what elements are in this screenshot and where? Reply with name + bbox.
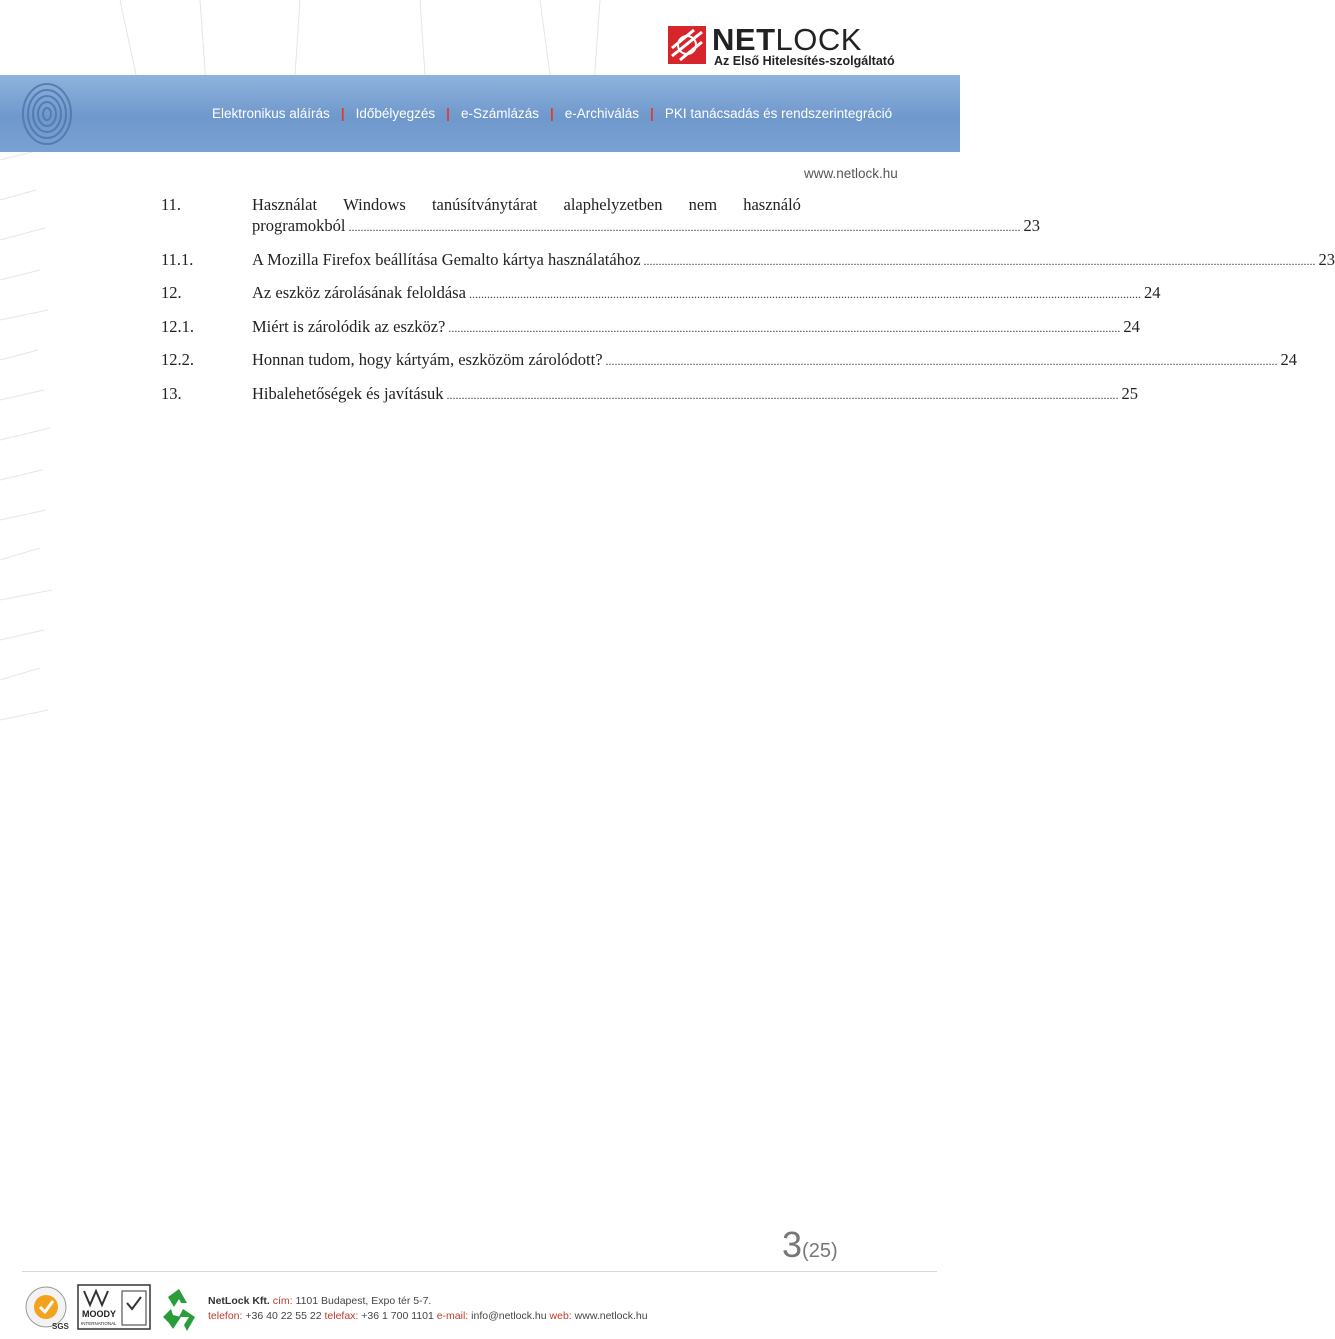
- nav-item-pki-consulting[interactable]: PKI tanácsadás és rendszerintegráció: [664, 106, 893, 121]
- header-nav: [212, 106, 892, 121]
- toc-number: 12.: [161, 283, 182, 302]
- toc-title: Az eszköz zárolásának feloldása: [252, 283, 466, 302]
- toc-title-word: Windows: [343, 195, 406, 214]
- nav-item-electronic-signature[interactable]: Elektronikus aláírás: [212, 106, 330, 121]
- current-page: 3: [782, 1224, 803, 1265]
- toc-page-number: 24: [1280, 350, 1298, 369]
- phone-label: telefon:: [208, 1310, 243, 1322]
- moody-label: MOODY: [82, 1309, 117, 1319]
- toc-page-number: 24: [1143, 283, 1161, 302]
- netlock-logo[interactable]: [668, 24, 918, 70]
- fax: +36 1 700 1101: [361, 1310, 434, 1322]
- footer-divider: [22, 1271, 937, 1272]
- phone: +36 40 22 55 22: [245, 1310, 322, 1322]
- netlock-logo-icon: [668, 26, 706, 64]
- certification-badges: [24, 1283, 204, 1331]
- sgs-badge-icon: [26, 1287, 70, 1331]
- toc-title: Hibalehetőségek és javításuk: [252, 383, 444, 403]
- email-link[interactable]: info@netlock.hu: [471, 1310, 547, 1322]
- nav-item-e-archiving[interactable]: e-Archiválás: [564, 106, 640, 121]
- footer-contact: [208, 1294, 648, 1324]
- toc-leader-dots: [447, 383, 1119, 406]
- email-label: e-mail:: [436, 1310, 469, 1322]
- nav-separator: |: [340, 106, 345, 121]
- brand-name-light: LOCK: [775, 22, 862, 57]
- toc-entry[interactable]: [161, 349, 1298, 372]
- toc-entry[interactable]: [161, 282, 1161, 305]
- toc-entry[interactable]: [161, 316, 1140, 339]
- website-link[interactable]: www.netlock.hu: [804, 166, 898, 181]
- address-label: cím:: [272, 1295, 293, 1307]
- toc-number: 11.1.: [161, 249, 194, 269]
- toc-page-number: 23: [1318, 249, 1335, 269]
- brand-name: [712, 22, 862, 58]
- web-link[interactable]: www.netlock.hu: [574, 1310, 648, 1322]
- toc-title-word: nem: [688, 195, 718, 214]
- nav-item-timestamping[interactable]: Időbélyegzés: [355, 106, 436, 121]
- toc-title: programokból: [252, 216, 346, 235]
- brand-tagline: Az Első Hitelesítés-szolgáltató: [714, 54, 895, 68]
- toc-entry[interactable]: [161, 194, 1040, 238]
- toc-title: Honnan tudom, hogy kártyám, eszközöm zárolódott?: [252, 350, 603, 369]
- toc-leader-dots: [469, 282, 1141, 305]
- toc-page-number: 24: [1123, 316, 1140, 336]
- toc-entry[interactable]: [161, 249, 1335, 272]
- toc-page-number: 25: [1121, 383, 1139, 403]
- total-pages: (25): [802, 1240, 838, 1262]
- recycle-icon: [163, 1289, 195, 1331]
- fax-label: telefax:: [324, 1310, 359, 1322]
- page-indicator: [782, 1224, 838, 1266]
- company-name: NetLock Kft.: [208, 1295, 270, 1307]
- nav-item-e-invoicing[interactable]: e-Számlázás: [460, 106, 539, 121]
- toc-number: 11.: [161, 195, 182, 214]
- toc-title: Miért is zárolódik az eszköz?: [252, 316, 446, 336]
- moody-badge-icon: [78, 1285, 150, 1329]
- toc-number: 12.2.: [161, 350, 194, 369]
- international-label: INTERNATIONAL: [81, 1321, 117, 1326]
- nav-separator: |: [650, 106, 654, 121]
- sgs-label: SGS: [52, 1322, 69, 1331]
- nav-separator: |: [446, 106, 450, 121]
- brand-name-bold: NET: [712, 22, 776, 57]
- nav-separator: |: [549, 106, 554, 121]
- toc-entry[interactable]: [161, 383, 1139, 406]
- toc-leader-dots: [644, 249, 1316, 272]
- toc-title-word: használó: [743, 195, 801, 214]
- web-label: web:: [549, 1310, 572, 1322]
- fingerprint-icon: [18, 78, 76, 148]
- toc-leader-dots: [348, 215, 1020, 238]
- toc-number: 12.1.: [161, 316, 194, 336]
- toc-title-word: Használat: [252, 195, 318, 214]
- address: 1101 Budapest, Expo tér 5-7.: [295, 1295, 432, 1307]
- toc-title: A Mozilla Firefox beállítása Gemalto kártya használatához: [252, 249, 641, 269]
- toc-title-word: tanúsítványtárat: [431, 195, 538, 214]
- toc-leader-dots: [606, 349, 1278, 372]
- toc-page-number: 23: [1023, 216, 1040, 235]
- toc-number: 13.: [161, 383, 182, 403]
- toc-title-word: alaphelyzetben: [563, 195, 663, 214]
- table-of-contents: [161, 194, 1335, 416]
- toc-leader-dots: [448, 316, 1120, 339]
